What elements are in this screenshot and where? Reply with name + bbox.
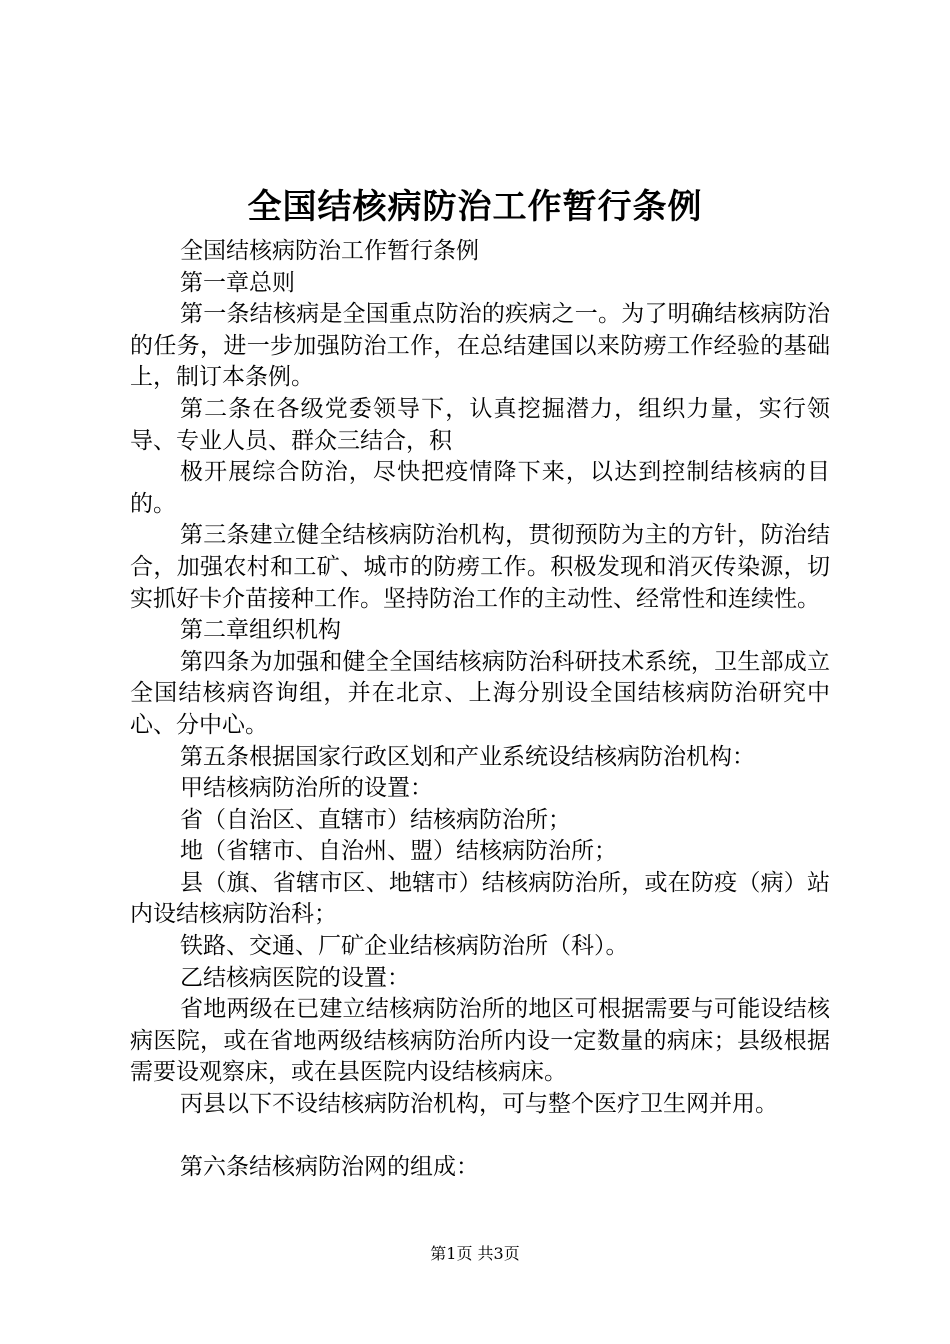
page-footer: 第1页 共3页: [430, 1244, 520, 1263]
list-item-hospital: 省地两级在已建立结核病防治所的地区可根据需要与可能设结核病医院，或在省地两级结核病防治所内设一定数量的病床；县级根据需要设观察床，或在县医院内设结核病床。: [130, 996, 830, 1086]
list-item-b: 乙结核病医院的设置：: [180, 964, 410, 991]
article-2-continuation: 极开展综合防治，尽快把疫情降下来，以达到控制结核病的目的。: [130, 459, 830, 517]
document-title: 全国结核病防治工作暂行条例: [247, 187, 703, 227]
article-6-paragraph: 第六条结核病防治网的组成：: [180, 1154, 479, 1181]
article-4-paragraph: 第四条为加强和健全全国结核病防治科研技术系统，卫生部成立全国结核病咨询组，并在北京、上海分别设全国结核病防治研究中心、分中心。: [130, 648, 830, 738]
list-item-railway: 铁路、交通、厂矿企业结核病防治所（科）。: [180, 933, 629, 960]
list-item-a: 甲结核病防治所的设置：: [180, 775, 433, 802]
article-2-paragraph: 第二条在各级党委领导下，认真挖掘潜力，组织力量，实行领导、专业人员、群众三结合，积: [130, 395, 830, 454]
list-item-province: 省（自治区、直辖市）结核病防治所；: [180, 806, 571, 833]
chapter-heading-1: 第一章总则: [180, 269, 295, 296]
document-body: [130, 236, 830, 1184]
list-item-county: 县（旗、省辖市区、地辖市）结核病防治所，或在防疫（病）站内设结核病防治科；: [130, 869, 830, 928]
list-item-prefecture: 地（省辖市、自治州、盟）结核病防治所；: [180, 838, 617, 865]
article-1-paragraph: 第一条结核病是全国重点防治的疾病之一。为了明确结核病防治的任务，进一步加强防治工作，在总结建国以来防痨工作经验的基础上，制订本条例。: [130, 301, 830, 391]
article-3-paragraph: 第三条建立健全结核病防治机构，贯彻预防为主的方针，防治结合，加强农村和工矿、城市的防痨工作。积极发现和消灭传染源，切实抓好卡介苗接种工作。坚持防治工作的主动性、经常性和连续性。: [130, 522, 830, 612]
article-5-paragraph: 第五条根据国家行政区划和产业系统设结核病防治机构：: [180, 743, 755, 770]
list-item-c: 丙县以下不设结核病防治机构，可与整个医疗卫生网并用。: [180, 1091, 778, 1118]
paragraph-subtitle: 全国结核病防治工作暂行条例: [180, 238, 479, 264]
chapter-heading-2: 第二章组织机构: [180, 617, 341, 644]
